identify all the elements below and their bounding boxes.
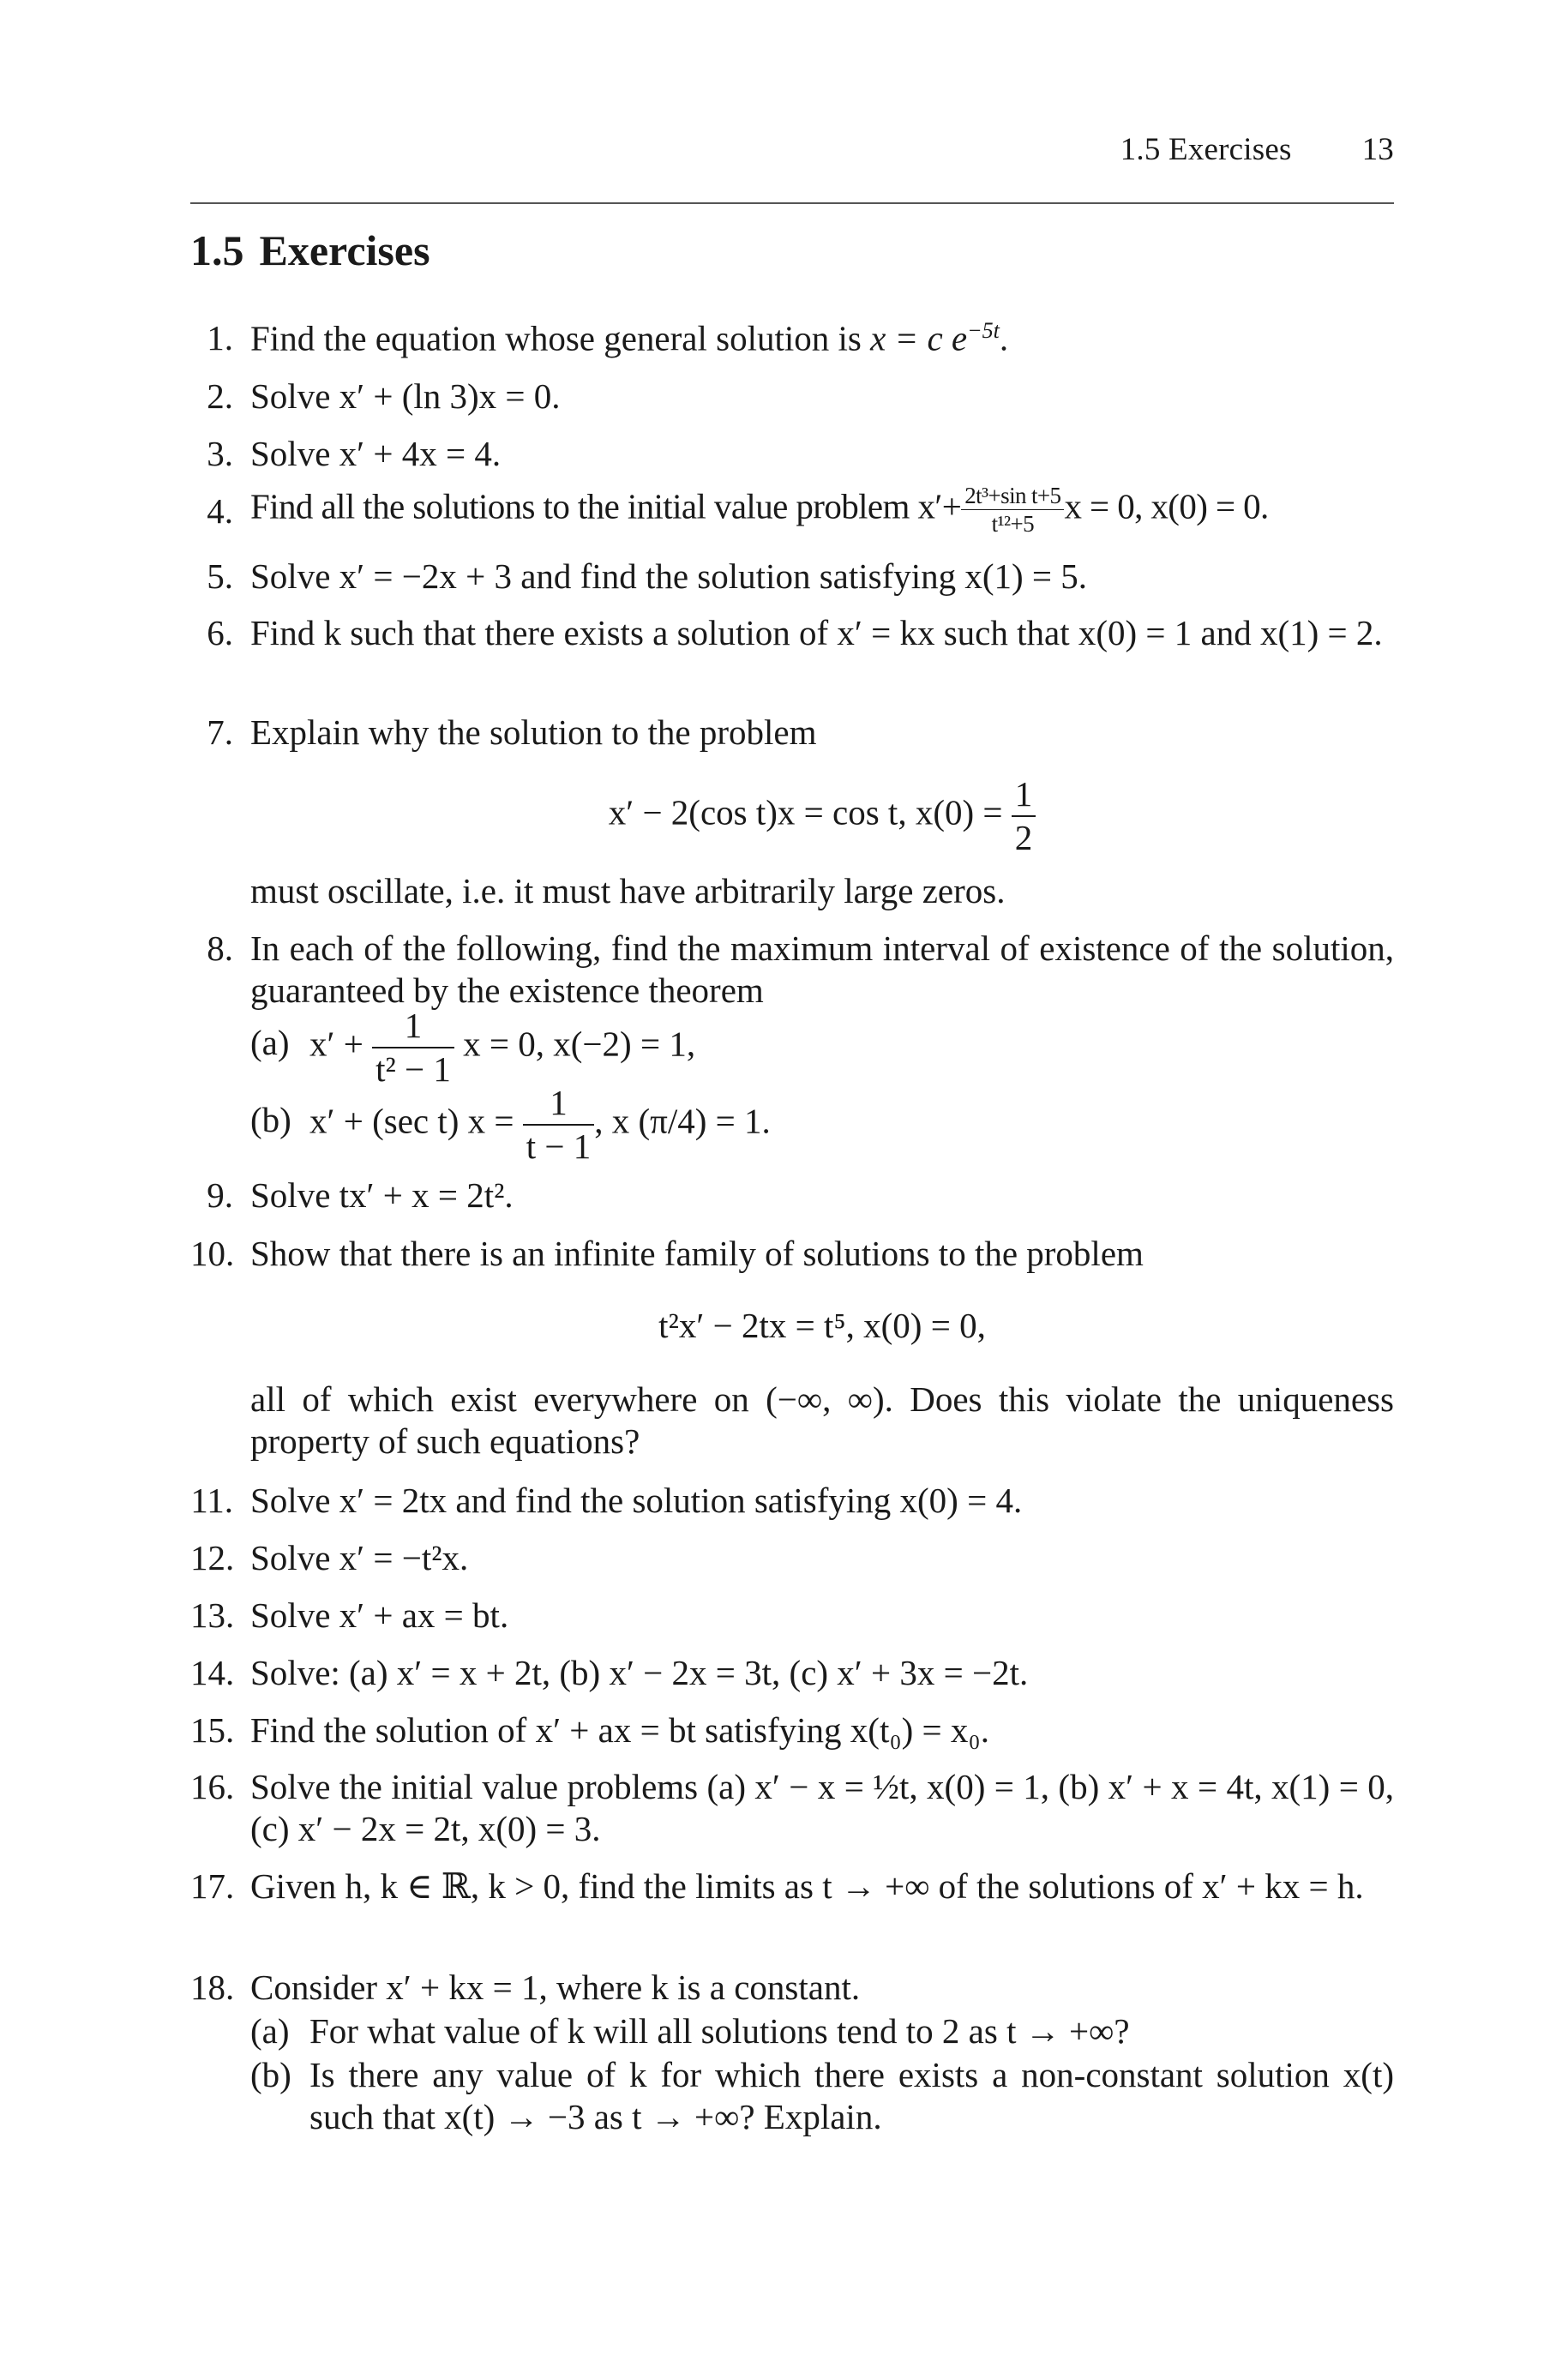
sub-item <box>250 2054 1394 2138</box>
running-head <box>1120 131 1394 169</box>
exercise-text: Find the solution of x′ + ax = bt satisfying x(t₀) = x₀. <box>250 1710 989 1750</box>
exercise-item <box>190 317 1394 360</box>
numerator: 1 <box>372 1005 454 1048</box>
exercise-number: 18. <box>190 1967 235 2007</box>
equation-text: x′ − 2(cos t)x = cos t, x(0) = <box>608 792 1003 832</box>
exercise-item <box>190 712 1394 754</box>
denominator: t − 1 <box>526 1126 592 1167</box>
math: , x (π/4) = 1. <box>594 1101 771 1141</box>
punct: . <box>999 318 1009 358</box>
exercise-text: Show that there is an infinite family of solutions to the problem <box>250 1234 1144 1273</box>
exercise-item <box>190 1595 1394 1637</box>
section-number: 1.5 <box>190 226 244 274</box>
exercise-text: Solve x′ = −2x + 3 and find the solution satisfying x(1) = 5. <box>250 556 1088 596</box>
exercise-item <box>190 1967 1394 2009</box>
fraction <box>961 482 1064 538</box>
exercise-text: Given h, k ∈ ℝ, k > 0, find the limits as t → +∞ of the solutions of x′ + kx = h. <box>250 1866 1364 1906</box>
exercise-text: Consider x′ + kx = 1, where k is a constant. <box>250 1967 861 2007</box>
numerator: 1 <box>1012 773 1036 817</box>
sub-label: (a) <box>250 2011 290 2051</box>
sub-item <box>250 2010 1394 2052</box>
exercise-text: Solve x′ + (ln 3)x = 0. <box>250 376 561 416</box>
exercise-item <box>190 1766 1394 1850</box>
exercise-number: 17. <box>190 1866 235 1906</box>
exercise-item <box>190 612 1394 654</box>
sub-label: (b) <box>250 1100 291 1139</box>
exercise-item <box>190 928 1394 1012</box>
exercise-text: Solve tx′ + x = 2t². <box>250 1175 514 1215</box>
section-heading <box>190 225 430 276</box>
exercise-item <box>190 1233 1394 1275</box>
exercise-number: 2. <box>207 376 233 416</box>
exercise-number: 11. <box>190 1481 233 1520</box>
exercise-continuation <box>190 1379 1394 1463</box>
exercise-number: 5. <box>207 556 233 596</box>
exercise-item <box>190 1537 1394 1579</box>
fraction <box>372 1005 454 1090</box>
exercise-number: 8. <box>207 928 233 968</box>
sub-text: Is there any value of k for which there exists a non-constant solution x(t) such that x(t) → −3 as t → +∞? Explain. <box>309 2055 1394 2137</box>
numerator: 2t³+sin t+5 <box>961 482 1064 510</box>
sub-label: (a) <box>250 1023 290 1062</box>
exercise-text: Solve x′ = −t²x. <box>250 1538 469 1577</box>
numerator: 1 <box>523 1082 595 1126</box>
exercise-text: In each of the following, find the maximum interval of existence of the solution, guaranteed by the existence theorem <box>250 928 1394 1011</box>
exercise-number: 12. <box>190 1538 235 1577</box>
exercise-item <box>190 1480 1394 1522</box>
exercise-text: Solve x′ + 4x = 4. <box>250 434 502 473</box>
exercise-item <box>190 482 1394 538</box>
fraction <box>523 1082 595 1168</box>
math: x = c e <box>870 318 968 358</box>
denominator: 2 <box>1014 818 1033 858</box>
exercise-text: Solve the initial value problems (a) x′ − x = ½t, x(0) = 1, (b) x′ + x = 4t, x(1) = 0, (c) x′ − 2x = 2t, x(0) = 3. <box>250 1767 1394 1849</box>
denominator: t¹²+5 <box>991 511 1035 538</box>
exercise-number: 14. <box>190 1653 235 1692</box>
display-equation <box>250 773 1394 859</box>
display-equation: t²x′ − 2tx = t⁵, x(0) = 0, <box>658 1306 986 1345</box>
fraction <box>1012 773 1036 859</box>
math: x′ + (sec t) x = <box>309 1101 514 1141</box>
exercise-number: 4. <box>207 491 233 531</box>
math-sup: −5t <box>967 318 1000 343</box>
exercise-item <box>190 375 1394 418</box>
exercise-item <box>190 1174 1394 1217</box>
exercise-item <box>190 556 1394 598</box>
exercise-number: 7. <box>207 712 233 752</box>
exercise-item <box>190 1865 1394 1907</box>
running-title: 1.5 Exercises <box>1120 132 1292 167</box>
exercise-number: 10. <box>190 1234 235 1273</box>
sub-text: For what value of k will all solutions tend to 2 as t → +∞? <box>309 2011 1130 2051</box>
exercise-text: Explain why the solution to the problem <box>250 712 817 752</box>
exercise-number: 3. <box>207 434 233 473</box>
section-title: Exercises <box>259 226 430 274</box>
sub-item <box>250 1005 1394 1090</box>
math: x = 0, x(−2) = 1, <box>463 1024 696 1064</box>
sub-label: (b) <box>250 2055 291 2094</box>
exercise-item <box>190 1652 1394 1694</box>
exercise-number: 9. <box>207 1175 233 1215</box>
exercise-continuation <box>190 870 1394 912</box>
denominator: t² − 1 <box>375 1049 451 1090</box>
exercise-item <box>190 1709 1394 1751</box>
exercise-text: Find the equation whose general solution is <box>250 318 862 358</box>
exercise-number: 6. <box>207 613 233 652</box>
page-number: 13 <box>1361 132 1394 167</box>
exercise-number: 13. <box>190 1595 235 1635</box>
exercise-text: Find k such that there exists a solution of x′ = kx such that x(0) = 1 and x(1) = 2. <box>250 613 1383 652</box>
exercise-number: 15. <box>190 1710 235 1750</box>
math: x′ + <box>309 1024 363 1064</box>
exercise-text: must oscillate, i.e. it must have arbitrarily large zeros. <box>250 871 1006 910</box>
exercise-number: 16. <box>190 1767 235 1806</box>
exercise-text: Find all the solutions to the initial value problem x′+ <box>250 486 962 526</box>
exercise-text: Solve: (a) x′ = x + 2t, (b) x′ − 2x = 3t, (c) x′ + 3x = −2t. <box>250 1653 1029 1692</box>
exercise-number: 1. <box>207 318 233 357</box>
exercise-text: Solve x′ + ax = bt. <box>250 1595 509 1635</box>
exercise-text: Solve x′ = 2tx and find the solution satisfying x(0) = 4. <box>250 1481 1023 1520</box>
exercise-text: all of which exist everywhere on (−∞, ∞). Does this violate the uniqueness property of such equations? <box>250 1379 1394 1462</box>
exercise-text: x = 0, x(0) = 0. <box>1064 486 1269 526</box>
exercise-item <box>190 433 1394 475</box>
sub-item <box>250 1082 1394 1168</box>
header-rule <box>190 202 1394 204</box>
